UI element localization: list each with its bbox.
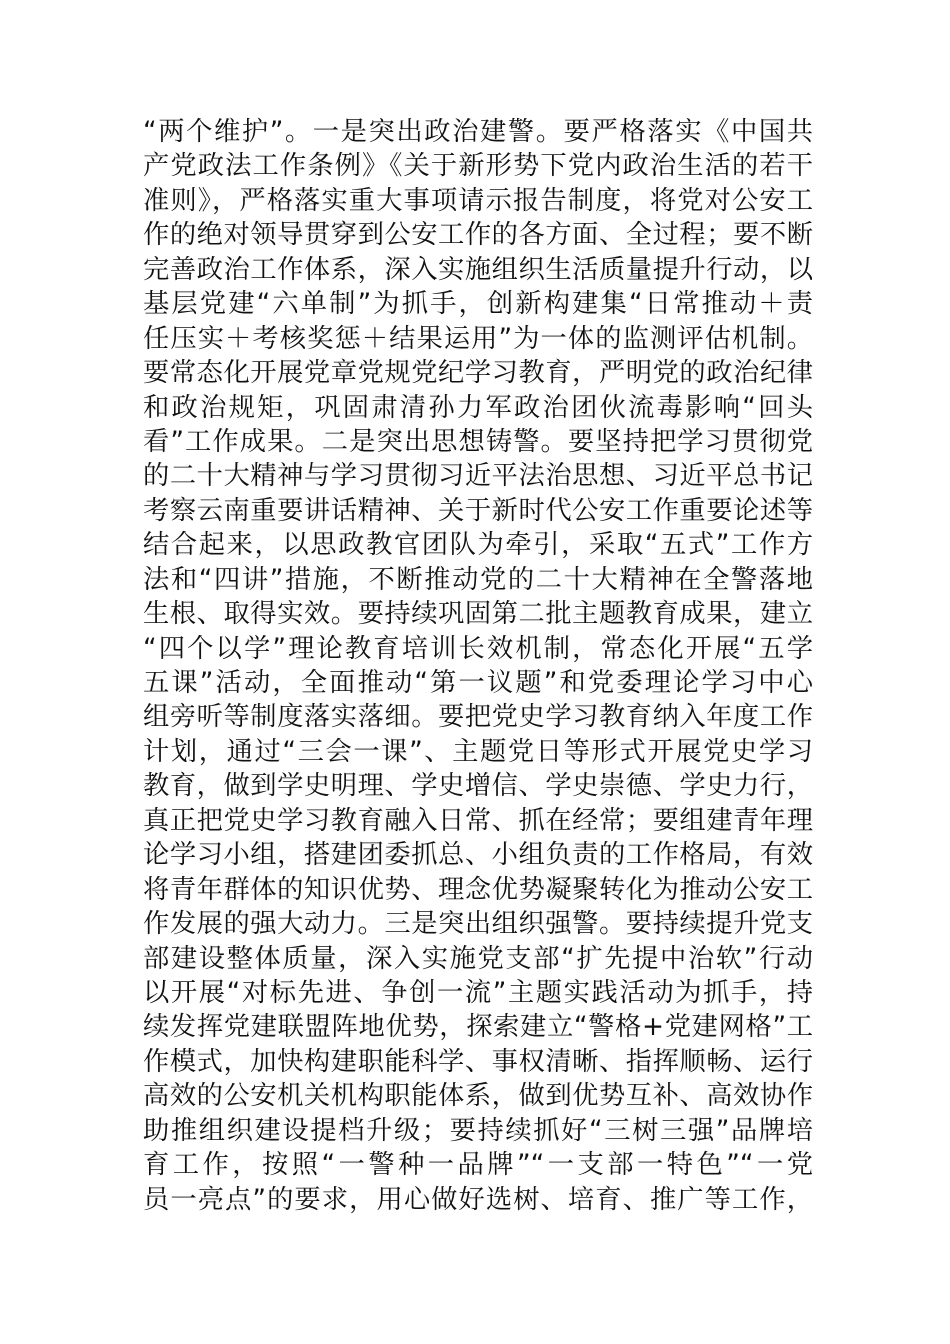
- text-line: 计划，通过“三会一课”、主题党日等形式开展党史学习: [143, 736, 813, 767]
- text-line: 育工作，按照“一警种一品牌”“一支部一特色”“一党: [143, 1150, 813, 1181]
- text-line: 的二十大精神与学习贯彻习近平法治思想、习近平总书记: [143, 461, 813, 492]
- text-line: 准则》，严格落实重大事项请示报告制度，将党对公安工: [143, 185, 813, 216]
- text-line: 作的绝对领导贯穿到公安工作的各方面、全过程；要不断: [143, 220, 813, 251]
- text-line: 以开展“对标先进、争创一流”主题实践活动为抓手，持: [143, 977, 813, 1008]
- text-line: 五课”活动，全面推动“第一议题”和党委理论学习中心: [143, 668, 813, 698]
- text-line: 助推组织建设提档升级；要持续抓好“三树三强”品牌培: [143, 1115, 813, 1146]
- text-line: “四个以学”理论教育培训长效机制，常态化开展“五学: [143, 633, 813, 664]
- text-line: 基层党建“六单制”为抓手，创新构建集“日常推动＋责: [143, 289, 813, 320]
- body-text: [143, 115, 813, 1217]
- text-line: 高效的公安机关机构职能体系，做到优势互补、高效协作: [143, 1081, 813, 1112]
- text-line: 看”工作成果。二是突出思想铸警。要坚持把学习贯彻党: [143, 426, 813, 457]
- text-line: 续发挥党建联盟阵地优势，探索建立“警格+党建网格”工: [143, 1012, 813, 1043]
- text-line: 作发展的强大动力。三是突出组织强警。要持续提升党支: [143, 909, 813, 940]
- text-line: 考察云南重要讲话精神、关于新时代公安工作重要论述等: [143, 495, 813, 526]
- text-line: 任压实＋考核奖惩＋结果运用”为一体的监测评估机制。: [143, 323, 813, 354]
- text-line: 完善政治工作体系，深入实施组织生活质量提升行动，以: [143, 254, 813, 285]
- text-line: “两个维护”。一是突出政治建警。要严格落实《中国共: [143, 117, 813, 147]
- text-line: 组旁听等制度落实落细。要把党史学习教育纳入年度工作: [143, 702, 813, 733]
- text-line: 论学习小组，搭建团委抓总、小组负责的工作格局，有效: [143, 840, 813, 871]
- text-line: 真正把党史学习教育融入日常、抓在经常；要组建青年理: [143, 805, 813, 836]
- text-line: 法和“四讲”措施，不断推动党的二十大精神在全警落地: [143, 564, 813, 595]
- text-line: 产党政法工作条例》《关于新形势下党内政治生活的若干: [143, 151, 813, 182]
- text-line: 生根、取得实效。要持续巩固第二批主题教育成果，建立: [143, 599, 813, 630]
- text-line: 和政治规矩，巩固肃清孙力军政治团伙流毒影响“回头: [143, 392, 813, 423]
- text-line: 要常态化开展党章党规党纪学习教育，严明党的政治纪律: [143, 358, 813, 389]
- text-line: 教育，做到学史明理、学史增信、学史崇德、学史力行，: [143, 771, 813, 802]
- text-line: 作模式，加快构建职能科学、事权清晰、指挥顺畅、运行: [143, 1046, 813, 1077]
- text-line: 部建设整体质量，深入实施党支部“扩先提中治软”行动: [143, 943, 813, 974]
- text-line: 结合起来，以思政教官团队为牵引，采取“五式”工作方: [143, 530, 813, 561]
- text-line: 将青年群体的知识优势、理念优势凝聚转化为推动公安工: [143, 874, 813, 905]
- text-line: 员一亮点”的要求，用心做好选树、培育、推广等工作，: [143, 1184, 813, 1215]
